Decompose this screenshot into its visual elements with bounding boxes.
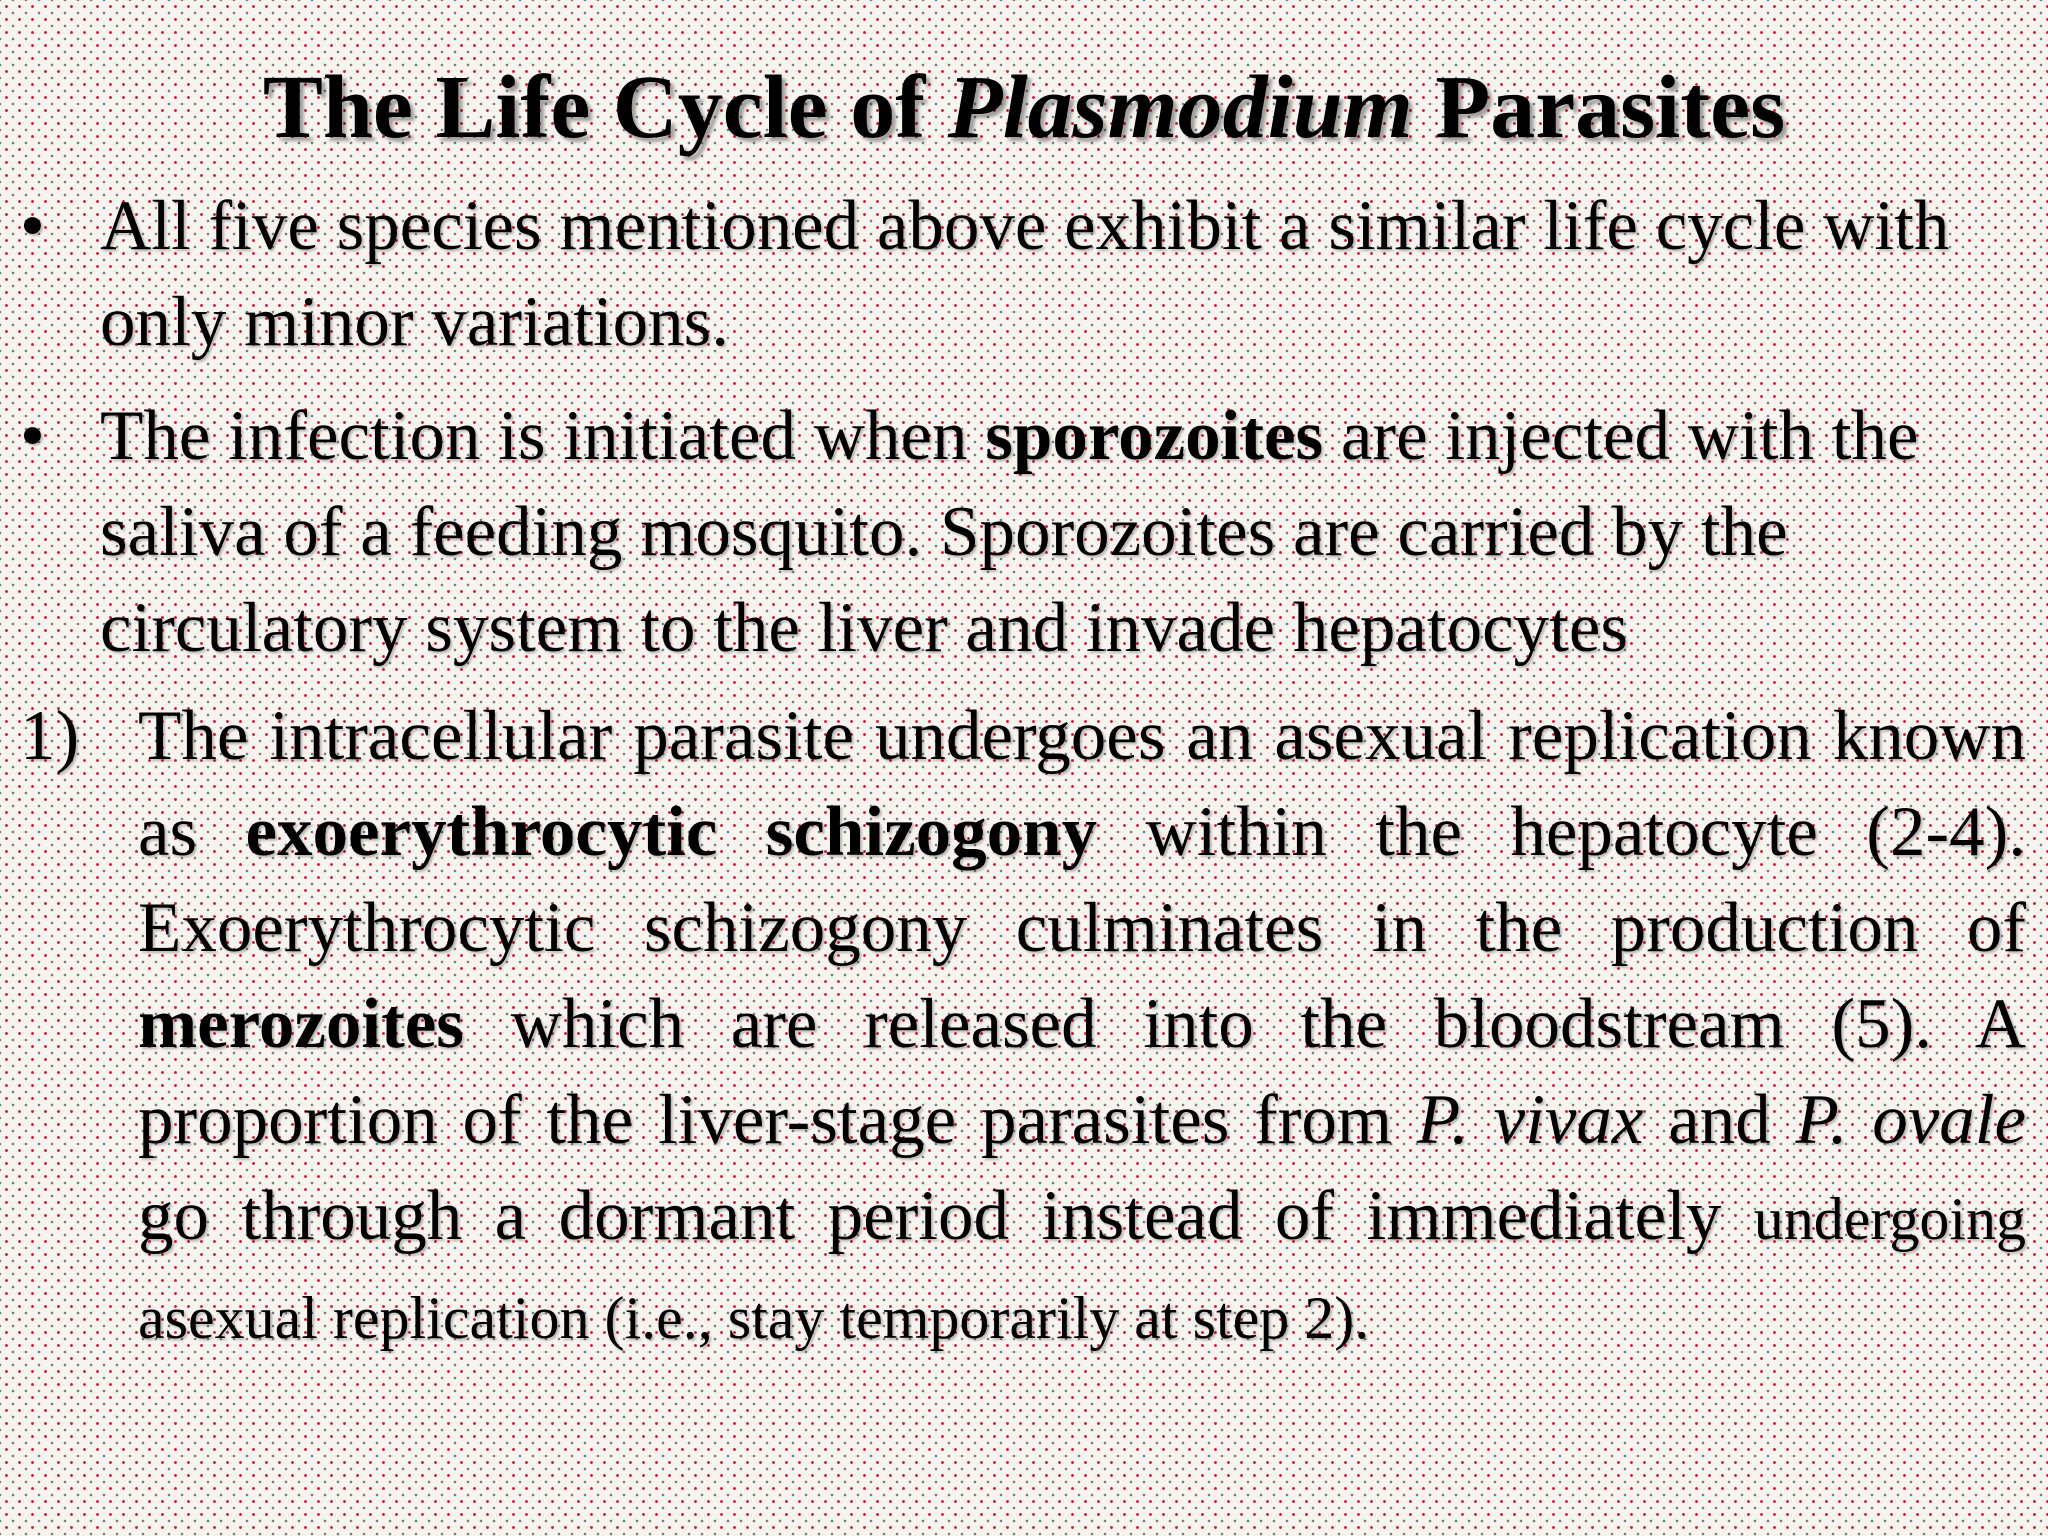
step-text-3: which are released into the bloodstream (5). A proportion of the liver-stage parasites from (138, 985, 2026, 1159)
title-text-end: Parasites (1412, 58, 1786, 157)
term-exoerythrocytic-schizogony: exoerythrocytic schizogony (245, 793, 1098, 871)
step-text-1: The intracellular parasite undergoes an asexual replication known as (138, 697, 2026, 871)
bullet-item (0, 178, 2048, 370)
bullet-text-start: The infection is initiated when (100, 397, 986, 475)
title-text-start: The Life Cycle of (262, 58, 948, 157)
bullet-text-end: are injected with the saliva of a feeding mosquito. Sporozoites are carried by the circulatory system to the liver and invade hepatocytes (100, 397, 1919, 667)
bullet-list (0, 178, 2048, 676)
term-sporozoites: sporozoites (985, 397, 1324, 475)
step-text-small: undergoing asexual replication (i.e., stay temporarily at step 2). (138, 1186, 2026, 1351)
step-number: 1) (20, 697, 80, 775)
species-p-vivax: P. vivax (1416, 1081, 1644, 1159)
bullet-marker: • (20, 187, 45, 265)
numbered-step-1 (0, 688, 2048, 1366)
bullet-marker: • (20, 397, 45, 475)
step-text-4: and (1643, 1081, 1796, 1159)
species-p-ovale: P. ovale (1795, 1081, 2026, 1159)
step-text-5: go through a dormant period instead of immediately (138, 1177, 1754, 1255)
slide-title (0, 56, 2048, 160)
title-genus-name: Plasmodium (947, 58, 1413, 157)
bullet-text: All five species mentioned above exhibit a similar life cycle with only minor variations. (100, 187, 1950, 361)
term-merozoites: merozoites (138, 985, 464, 1063)
step-text-2: within the hepatocyte (2-4). Exoerythrocytic schizogony culminates in the production of (138, 793, 2026, 967)
bullet-item (0, 388, 2048, 676)
